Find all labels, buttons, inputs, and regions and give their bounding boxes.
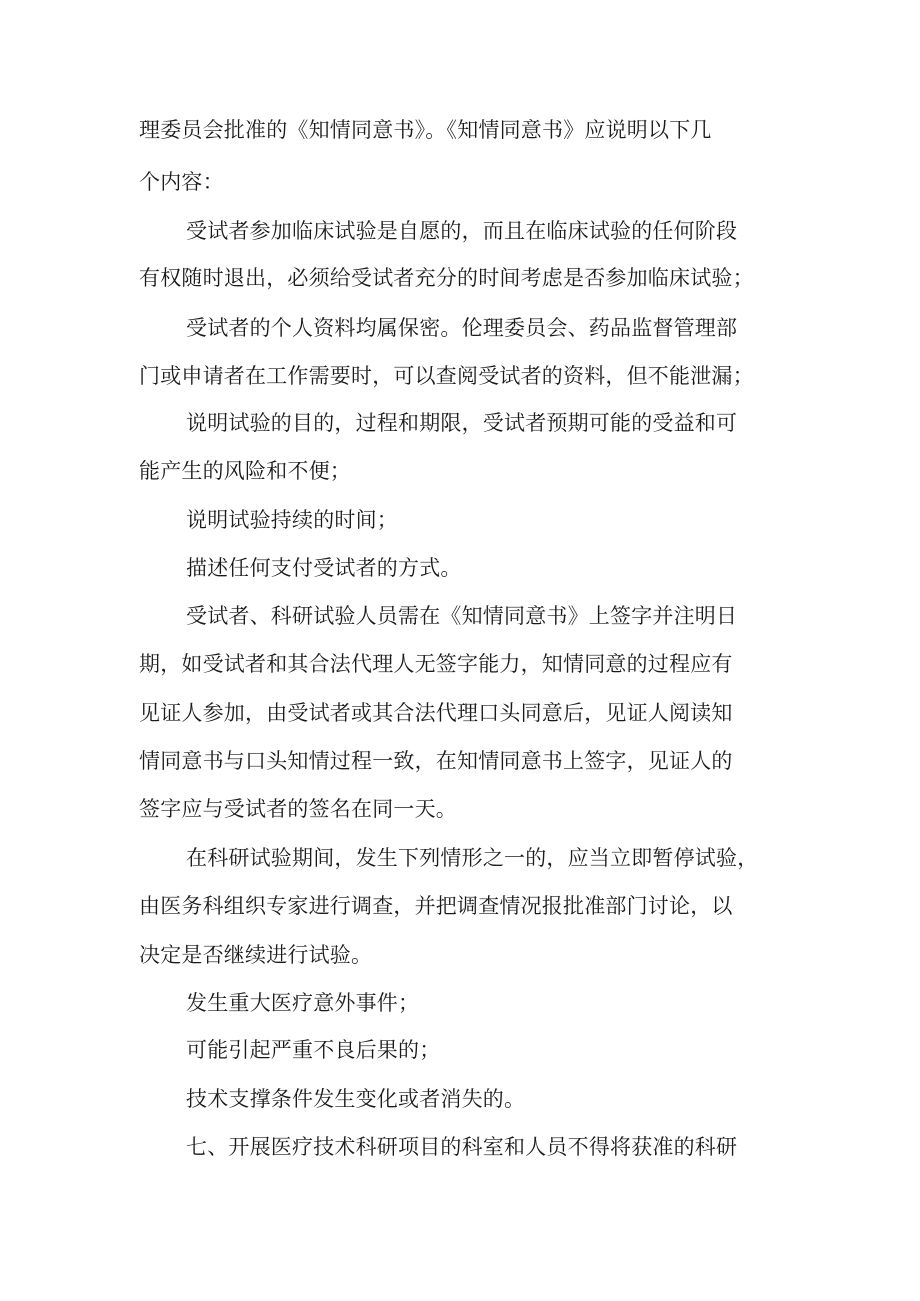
text-line: 理委员会批准的《知情同意书》。《知情同意书》应说明以下几 [139,118,712,142]
text-line: 说明试验持续的时间； [186,508,398,532]
text-line: 情同意书与口头知情过程一致，在知情同意书上签字，见证人的 [139,749,733,773]
text-line: 技术支撑条件发生变化或者消失的。 [186,1087,526,1111]
text-line: 七、开展医疗技术科研项目的科室和人员不得将获准的科研 [186,1135,738,1159]
text-line: 门或申请者在工作需要时，可以查阅受试者的资料，但不能泄漏； [139,364,754,388]
text-line: 发生重大医疗意外事件； [186,991,420,1015]
text-line: 由医务科组织专家进行调查，并把调查情况报批准部门讨论，以 [139,894,733,918]
text-line: 有权随时退出，必须给受试者充分的时间考虑是否参加临床试验； [139,266,754,290]
text-line: 受试者参加临床试验是自愿的，而且在临床试验的任何阶段 [186,219,738,243]
text-line: 受试者、科研试验人员需在《知情同意书》上签字并注明日 [186,604,738,628]
text-line: 决定是否继续进行试验。 [139,943,373,967]
text-line: 见证人参加，由受试者或其合法代理口头同意后，见证人阅读知 [139,701,733,725]
text-line: 可能引起严重不良后果的； [186,1038,441,1062]
text-line: 说明试验的目的，过程和期限，受试者预期可能的受益和可 [186,411,738,435]
text-line: 在科研试验期间，发生下列情形之一的，应当立即暂停试验， [186,846,759,870]
text-line: 签字应与受试者的签名在同一天。 [139,797,457,821]
text-line: 受试者的个人资料均属保密。伦理委员会、药品监督管理部 [186,316,738,340]
text-line: 期，如受试者和其合法代理人无签字能力，知情同意的过程应有 [139,652,733,676]
text-line: 个内容： [139,170,224,194]
text-line: 能产生的风险和不便； [139,459,351,483]
text-line: 描述任何支付受试者的方式。 [186,556,462,580]
